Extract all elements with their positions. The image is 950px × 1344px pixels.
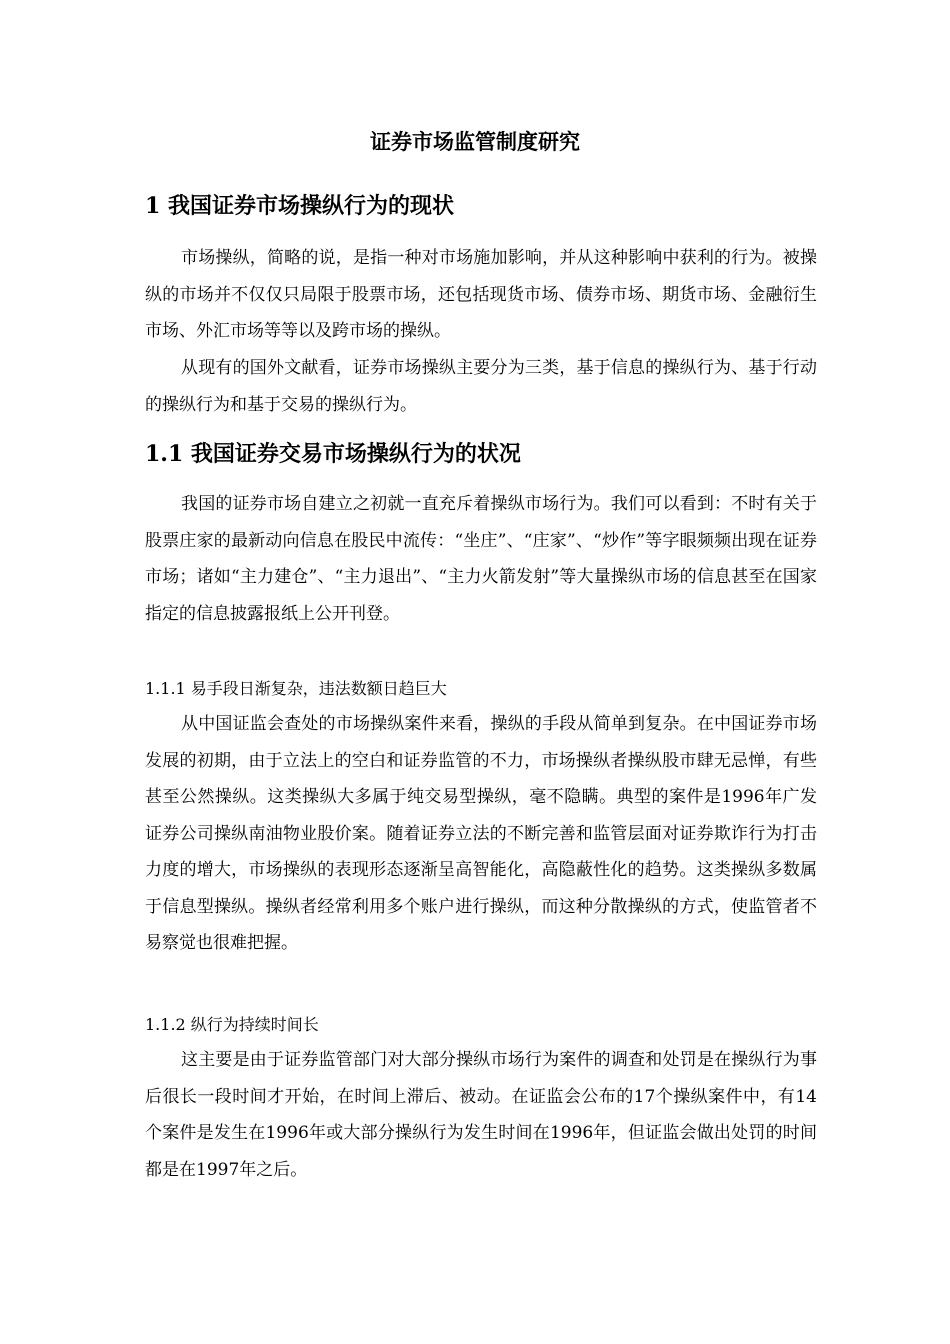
section-1-1-1-heading: 1.1.1 易手段日渐复杂，违法数额日趋巨大 <box>145 679 447 698</box>
document-title: 证券市场监管制度研究 <box>370 129 580 154</box>
section-1-1-2-paragraph-1: 这主要是由于证券监管部门对大部分操纵市场行为案件的调查和处罚是在操纵行为事后很长一段时间才开始，在时间上滞后、被动。在证监会公布的17个操纵案件中，有14个案件是发生在1996年或大部分操纵行为发生时间在1996年，但证监会做出处罚的时间都是在1997年之后。 <box>145 1050 817 1180</box>
section-1-1-2-heading: 1.1.2 纵行为持续时间长 <box>145 1015 319 1034</box>
section-1-1-1-paragraph-1: 从中国证监会查处的市场操纵案件来看，操纵的手段从简单到复杂。在中国证券市场发展的初期，由于立法上的空白和证券监管的不力，市场操纵者操纵股市肆无忌惮，有些甚至公然操纵。这类操纵大多属于纯交易型操纵，毫不隐瞒。典型的案件是1996年广发证券公司操纵南油物业股价案。随着证券立法的不断完善和监管层面对证券欺诈行为打击力度的增大，市场操纵的表现形态逐渐呈高智能化，高隐蔽性化的趋势。这类操纵多数属于信息型操纵。操纵者经常利用多个账户进行操纵，而这种分散操纵的方式，使监管者不易察觉也很难把握。 <box>145 714 817 953</box>
section-1-paragraph-2: 从现有的国外文献看，证券市场操纵主要分为三类，基于信息的操纵行为、基于行动的操纵行为和基于交易的操纵行为。 <box>145 358 817 415</box>
section-1-paragraph-1: 市场操纵，简略的说，是指一种对市场施加影响，并从这种影响中获利的行为。被操纵的市场并不仅仅只局限于股票市场，还包括现货市场、债券市场、期货市场、金融衍生市场、外汇市场等等以及跨市场的操纵。 <box>145 248 817 341</box>
section-1-1-paragraph-1: 我国的证券市场自建立之初就一直充斥着操纵市场行为。我们可以看到：不时有关于股票庄家的最新动向信息在股民中流传：“坐庄”、“庄家”、“炒作”等字眼频频出现在证券市场；诸如“主力建仓”、“主力退出”、“主力火箭发射”等大量操纵市场的信息甚至在国家指定的信息披露报纸上公开刊登。 <box>145 494 817 624</box>
section-1-1-heading: 1.1 我国证券交易市场操纵行为的状况 <box>145 441 521 467</box>
section-1-heading: 1 我国证券市场操纵行为的现状 <box>145 193 454 219</box>
